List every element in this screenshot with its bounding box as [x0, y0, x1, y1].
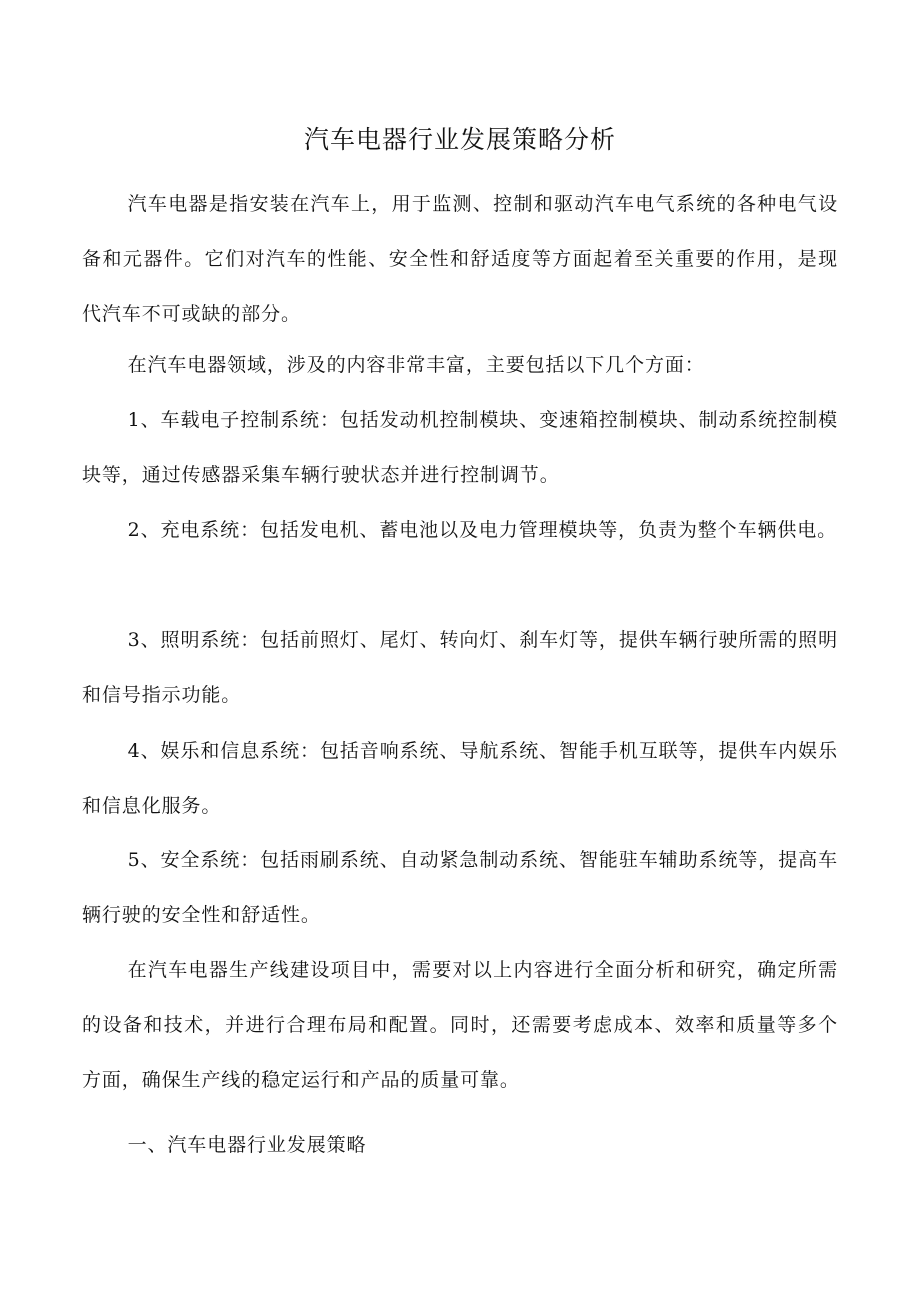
paragraph-scope: 在汽车电器领域，涉及的内容非常丰富，主要包括以下几个方面：	[127, 354, 705, 376]
paragraph-production-line: 在汽车电器生产线建设项目中，需要对以上内容进行全面分析和研究，确定所需的设备和技术，并进行合理布局和配置。同时，还需要考虑成本、效率和质量等多个方面，确保生产线的稳定运行和产品的质量可靠。	[82, 959, 838, 1091]
paragraph-item-3: 3、照明系统：包括前照灯、尾灯、转向灯、刹车灯等，提供车辆行驶所需的照明和信号指示功能。	[82, 629, 838, 706]
paragraph-item-4: 4、娱乐和信息系统：包括音响系统、导航系统、智能手机互联等，提供车内娱乐和信息化服务。	[82, 740, 838, 817]
paragraph-intro: 汽车电器是指安装在汽车上，用于监测、控制和驱动汽车电气系统的各种电气设备和元器件。它们对汽车的性能、安全性和舒适度等方面起着至关重要的作用，是现代汽车不可或缺的部分。	[82, 193, 838, 325]
section-heading: 一、汽车电器行业发展策略	[127, 1134, 367, 1156]
paragraph-item-5: 5、安全系统：包括雨刷系统、自动紧急制动系统、智能驻车辅助系统等，提高车辆行驶的安全性和舒适性。	[82, 849, 838, 926]
document-title: 汽车电器行业发展策略分析	[303, 125, 616, 154]
paragraph-item-1: 1、车载电子控制系统：包括发动机控制模块、变速箱控制模块、制动系统控制模块等，通过传感器采集车辆行驶状态并进行控制调节。	[82, 409, 838, 486]
paragraph-item-2: 2、充电系统：包括发电机、蓄电池以及电力管理模块等，负责为整个车辆供电。	[127, 519, 838, 541]
